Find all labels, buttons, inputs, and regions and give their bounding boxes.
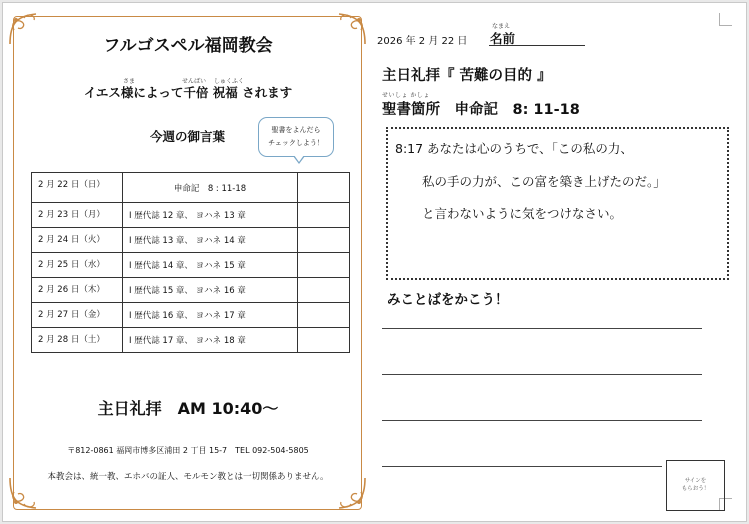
checkbox-cell[interactable] (298, 253, 350, 278)
checkbox-cell[interactable] (298, 203, 350, 228)
checkbox-cell[interactable] (298, 303, 350, 328)
speech-bubble (258, 117, 334, 157)
writing-line[interactable] (382, 374, 702, 375)
crop-mark-top-right (719, 13, 732, 26)
ruby-sembai: せんばい (182, 78, 207, 85)
table-row (32, 203, 350, 228)
table-row (32, 253, 350, 278)
schedule-reading: I 歴代誌 14 章、 ヨハネ 15 章 (123, 253, 298, 278)
verse-line: 私の手の力が、この富を築き上げたのだ。」 (422, 174, 666, 189)
worksheet-date: 2026 年 2 月 22 日 (377, 36, 468, 47)
reading-schedule-table (31, 172, 350, 353)
verse-line: 8:17 あなたは心のうちで、「この私の力、 (395, 141, 633, 156)
sign-label-2: もらおう！ (681, 486, 710, 492)
name-label: 名前 (490, 31, 516, 46)
bubble-line-2: チェックしよう！ (268, 139, 324, 147)
ruby-sama: さま (123, 78, 136, 85)
disclaimer: 本教会は、統一教、エホバの証人、モルモン教とは一切関係ありません。 (47, 472, 329, 482)
worship-time: 主日礼拝 AM 10:40～ (97, 399, 279, 418)
bubble-line-1: 聖書をよんだら (271, 126, 321, 134)
schedule-date: 2 月 26 日（木） (32, 278, 123, 303)
schedule-date: 2 月 25 日（水） (32, 253, 123, 278)
word-heading: 今週の御言葉 (150, 129, 226, 144)
sermon-title: 主日礼拝『 苦難の目的 』 (382, 68, 552, 84)
schedule-reading: I 歴代誌 17 章、 ヨハネ 18 章 (123, 328, 298, 353)
schedule-date: 2 月 23 日（月） (32, 203, 123, 228)
checkbox-cell[interactable] (298, 328, 350, 353)
verse-box (386, 127, 729, 280)
signature-box[interactable] (666, 460, 725, 511)
table-row (32, 228, 350, 253)
schedule-date: 2 月 27 日（金） (32, 303, 123, 328)
schedule-reading: I 歴代誌 12 章、 ヨハネ 13 章 (123, 203, 298, 228)
church-address: 〒812-0861 福岡市博多区浦田 2 丁目 15-7 TEL 092-504-5805 (67, 446, 309, 455)
writing-line[interactable] (382, 466, 662, 467)
name-field[interactable] (489, 45, 585, 46)
ruby-seisho-kasho: せいしょ かしょ (382, 92, 430, 99)
ruby-namae: なまえ (492, 23, 511, 30)
scripture-reference: 聖書箇所 申命記 8: 11-18 (382, 102, 580, 118)
verse-line: と言わないように気をつけなさい。 (422, 206, 623, 221)
table-row (32, 328, 350, 353)
writing-line[interactable] (382, 328, 702, 329)
table-row (32, 173, 350, 203)
church-title: フルゴスペル福岡教会 (103, 36, 273, 56)
schedule-date: 2 月 28 日（土） (32, 328, 123, 353)
schedule-date: 2 月 24 日（火） (32, 228, 123, 253)
schedule-reading: I 歴代誌 13 章、 ヨハネ 14 章 (123, 228, 298, 253)
schedule-date: 2 月 22 日（日） (32, 173, 123, 203)
schedule-reading: I 歴代誌 15 章、 ヨハネ 16 章 (123, 278, 298, 303)
sign-label-1: サインを (684, 478, 707, 484)
schedule-reading: I 歴代誌 16 章、 ヨハネ 17 章 (123, 303, 298, 328)
schedule-reading: 申命記 8 : 11-18 (123, 173, 298, 203)
tagline: イエス様によって千倍 祝福 されます (83, 85, 293, 100)
table-row (32, 303, 350, 328)
table-row (32, 278, 350, 303)
writing-line[interactable] (382, 420, 702, 421)
checkbox-cell[interactable] (298, 228, 350, 253)
ruby-shukufuku: しゅくふく (214, 78, 245, 85)
checkbox-cell[interactable] (298, 278, 350, 303)
checkbox-cell[interactable] (298, 173, 350, 203)
memorize-heading: みことばをかこう！ (387, 292, 509, 308)
